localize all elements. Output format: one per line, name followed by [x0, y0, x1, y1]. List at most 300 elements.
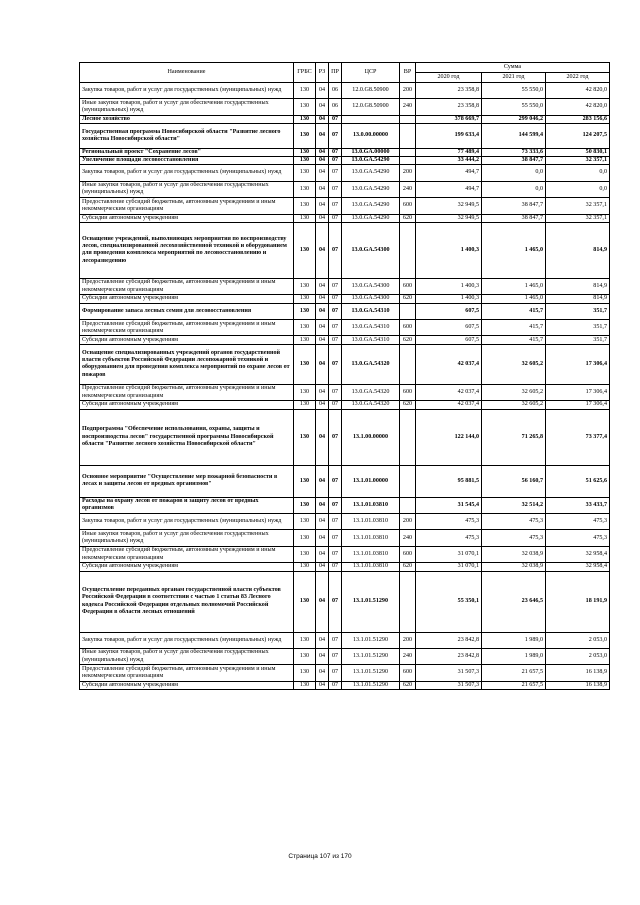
row-name: Субсидии автономным учреждениям [80, 563, 294, 571]
table-row [80, 401, 610, 409]
row-sum-2022: 50 830,1 [546, 148, 610, 156]
row-sum-2021: 38 847,7 [482, 198, 546, 214]
row-pr: 07 [329, 401, 342, 409]
header-year-2020: 2020 год [416, 73, 482, 83]
row-sum-2020: 33 444,2 [416, 156, 482, 164]
row-grbs: 130 [294, 344, 316, 384]
row-rz: 04 [316, 571, 329, 632]
row-grbs: 130 [294, 83, 316, 99]
row-vr [400, 156, 416, 164]
row-pr: 07 [329, 409, 342, 465]
table-row [80, 165, 610, 181]
row-vr: 600 [400, 320, 416, 336]
row-sum-2021: 56 160,7 [482, 465, 546, 497]
row-csr: 13.0.GA.54290 [342, 165, 400, 181]
header-csr: ЦСР [342, 63, 400, 83]
row-sum-2021: 415,7 [482, 336, 546, 344]
row-csr: 13.1.01.03810 [342, 530, 400, 546]
row-csr: 13.1.01.51290 [342, 648, 400, 664]
row-rz: 04 [316, 124, 329, 148]
header-grbs: ГРБС [294, 63, 316, 83]
row-grbs: 130 [294, 222, 316, 278]
row-sum-2022: 32 958,4 [546, 546, 610, 562]
row-csr: 13.0.GA.00000 [342, 148, 400, 156]
row-vr: 600 [400, 198, 416, 214]
row-rz: 04 [316, 214, 329, 222]
row-rz: 04 [316, 165, 329, 181]
row-sum-2021: 144 599,4 [482, 124, 546, 148]
row-sum-2022: 18 191,9 [546, 571, 610, 632]
row-name: Предоставление субсидий бюджетным, автономным учреждениям и иным некоммерческим организациям [80, 320, 294, 336]
row-pr: 07 [329, 124, 342, 148]
row-sum-2020: 55 350,1 [416, 571, 482, 632]
row-grbs: 130 [294, 681, 316, 689]
row-rz: 04 [316, 514, 329, 530]
row-csr: 13.1.01.03810 [342, 514, 400, 530]
row-pr: 07 [329, 156, 342, 164]
table-row [80, 563, 610, 571]
row-name: Предоставление субсидий бюджетным, автономным учреждениям и иным некоммерческим организациям [80, 665, 294, 681]
row-name: Субсидии автономным учреждениям [80, 214, 294, 222]
row-grbs: 130 [294, 409, 316, 465]
row-sum-2020: 31 070,1 [416, 563, 482, 571]
row-pr: 07 [329, 681, 342, 689]
row-sum-2021: 32 514,2 [482, 497, 546, 513]
row-sum-2020: 607,5 [416, 336, 482, 344]
row-name: Закупка товаров, работ и услуг для государственных (муниципальных) нужд [80, 83, 294, 99]
row-sum-2022: 16 138,9 [546, 665, 610, 681]
row-csr: 13.0.GA.54290 [342, 181, 400, 197]
row-csr: 13.0.GA.54310 [342, 320, 400, 336]
row-pr: 07 [329, 665, 342, 681]
row-csr: 13.1.01.51290 [342, 665, 400, 681]
row-sum-2022: 351,7 [546, 336, 610, 344]
row-sum-2022: 33 433,7 [546, 497, 610, 513]
row-name: Иные закупки товаров, работ и услуг для обеспечения государственных (муниципальных) нужд [80, 530, 294, 546]
row-csr: 13.0.GA.54320 [342, 384, 400, 400]
row-sum-2022: 283 156,6 [546, 115, 610, 123]
row-rz: 04 [316, 384, 329, 400]
row-name: Закупка товаров, работ и услуг для государственных (муниципальных) нужд [80, 514, 294, 530]
row-sum-2022: 351,7 [546, 303, 610, 319]
row-name: Субсидии автономным учреждениям [80, 336, 294, 344]
row-sum-2020: 95 881,5 [416, 465, 482, 497]
row-csr: 12.0.G8.50900 [342, 83, 400, 99]
row-rz: 04 [316, 530, 329, 546]
row-rz: 04 [316, 320, 329, 336]
row-name: Осуществление переданных органам государственной власти субъектов Российской Федерации в соответствии с частью 1 статьи 83 Лесного кодекса Российской Федерации отдельных полномочий Российской Федерации в области лесных отношений [80, 571, 294, 632]
table-row [80, 83, 610, 99]
row-grbs: 130 [294, 198, 316, 214]
header-year-2021: 2021 год [482, 73, 546, 83]
row-vr [400, 115, 416, 123]
row-pr: 07 [329, 514, 342, 530]
row-pr: 07 [329, 648, 342, 664]
row-name: Предоставление субсидий бюджетным, автономным учреждениям и иным некоммерческим организациям [80, 546, 294, 562]
row-name: Предоставление субсидий бюджетным, автономным учреждениям и иным некоммерческим организациям [80, 278, 294, 294]
row-vr: 620 [400, 681, 416, 689]
row-sum-2021: 415,7 [482, 320, 546, 336]
row-vr [400, 497, 416, 513]
row-vr: 240 [400, 181, 416, 197]
row-csr: 13.1.01.03810 [342, 563, 400, 571]
table-row [80, 384, 610, 400]
row-sum-2020: 378 669,7 [416, 115, 482, 123]
row-sum-2021: 1 465,0 [482, 278, 546, 294]
row-vr [400, 148, 416, 156]
row-sum-2022: 124 207,5 [546, 124, 610, 148]
row-grbs: 130 [294, 571, 316, 632]
row-rz: 04 [316, 115, 329, 123]
header-rz: РЗ [316, 63, 329, 83]
row-name: Оснащение специализированных учреждений органов государственной власти субъектов Российской Федерации лесопожарной техникой и оборудованием для проведения комплекса мероприятий по охране лесов от пожаров [80, 344, 294, 384]
row-sum-2020: 32 949,5 [416, 214, 482, 222]
table-row [80, 222, 610, 278]
row-vr: 200 [400, 83, 416, 99]
row-grbs: 130 [294, 497, 316, 513]
header-year-2022: 2022 год [546, 73, 610, 83]
row-csr: 13.0.GA.54310 [342, 336, 400, 344]
row-rz: 04 [316, 632, 329, 648]
row-sum-2021: 38 847,7 [482, 214, 546, 222]
row-vr: 620 [400, 401, 416, 409]
row-name: Субсидии автономным учреждениям [80, 295, 294, 303]
row-grbs: 130 [294, 295, 316, 303]
row-sum-2021: 1 465,0 [482, 222, 546, 278]
row-csr: 13.0.GA.54290 [342, 214, 400, 222]
row-name: Предоставление субсидий бюджетным, автономным учреждениям и иным некоммерческим организациям [80, 384, 294, 400]
row-vr [400, 409, 416, 465]
row-sum-2020: 32 949,5 [416, 198, 482, 214]
row-name: Региональный проект "Сохранение лесов" [80, 148, 294, 156]
row-vr [400, 344, 416, 384]
row-sum-2022: 814,9 [546, 278, 610, 294]
row-sum-2021: 32 605,2 [482, 344, 546, 384]
row-name: Иные закупки товаров, работ и услуг для обеспечения государственных (муниципальных) нужд [80, 99, 294, 115]
row-grbs: 130 [294, 465, 316, 497]
header-name: Наименование [80, 63, 294, 83]
row-sum-2020: 122 144,0 [416, 409, 482, 465]
row-rz: 04 [316, 156, 329, 164]
row-csr: 13.1.01.51290 [342, 571, 400, 632]
table-row [80, 571, 610, 632]
row-pr: 07 [329, 336, 342, 344]
row-sum-2021: 71 265,8 [482, 409, 546, 465]
row-sum-2020: 31 507,3 [416, 665, 482, 681]
row-csr: 13.1.01.51290 [342, 681, 400, 689]
table-row [80, 115, 610, 123]
table-row [80, 303, 610, 319]
row-pr: 07 [329, 222, 342, 278]
row-pr: 07 [329, 344, 342, 384]
row-sum-2020: 475,3 [416, 514, 482, 530]
row-name: Закупка товаров, работ и услуг для государственных (муниципальных) нужд [80, 165, 294, 181]
row-csr: 13.0.GA.54300 [342, 278, 400, 294]
table-row [80, 295, 610, 303]
row-rz: 04 [316, 303, 329, 319]
row-rz: 04 [316, 83, 329, 99]
row-vr: 620 [400, 563, 416, 571]
row-csr: 13.1.00.00000 [342, 409, 400, 465]
row-sum-2022: 17 306,4 [546, 401, 610, 409]
row-vr: 240 [400, 648, 416, 664]
row-grbs: 130 [294, 632, 316, 648]
row-vr [400, 222, 416, 278]
row-csr: 13.0.GA.54320 [342, 344, 400, 384]
row-name: Расходы на охрану лесов от пожаров и защиту лесов от вредных организмов [80, 497, 294, 513]
row-grbs: 130 [294, 181, 316, 197]
row-sum-2020: 607,5 [416, 303, 482, 319]
row-rz: 04 [316, 181, 329, 197]
row-pr: 07 [329, 632, 342, 648]
budget-table-container [79, 62, 609, 690]
row-grbs: 130 [294, 124, 316, 148]
row-pr: 07 [329, 303, 342, 319]
row-csr [342, 115, 400, 123]
row-pr: 07 [329, 165, 342, 181]
row-vr [400, 571, 416, 632]
row-vr [400, 124, 416, 148]
row-sum-2021: 55 550,0 [482, 83, 546, 99]
row-name: Субсидии автономным учреждениям [80, 401, 294, 409]
row-sum-2022: 2 053,0 [546, 632, 610, 648]
row-grbs: 130 [294, 401, 316, 409]
row-csr: 13.0.GA.54320 [342, 401, 400, 409]
table-row [80, 681, 610, 689]
header-pr: ПР [329, 63, 342, 83]
row-sum-2020: 31 070,1 [416, 546, 482, 562]
row-csr: 13.0.00.00000 [342, 124, 400, 148]
row-name: Закупка товаров, работ и услуг для государственных (муниципальных) нужд [80, 632, 294, 648]
row-grbs: 130 [294, 165, 316, 181]
row-name: Иные закупки товаров, работ и услуг для обеспечения государственных (муниципальных) нужд [80, 181, 294, 197]
table-row [80, 181, 610, 197]
row-vr: 620 [400, 295, 416, 303]
table-row [80, 409, 610, 465]
row-rz: 04 [316, 409, 329, 465]
table-body [80, 83, 610, 690]
row-vr: 600 [400, 665, 416, 681]
row-grbs: 130 [294, 99, 316, 115]
row-rz: 04 [316, 465, 329, 497]
row-vr: 240 [400, 530, 416, 546]
row-vr: 620 [400, 214, 416, 222]
table-row [80, 465, 610, 497]
row-pr: 07 [329, 115, 342, 123]
table-row [80, 648, 610, 664]
table-row [80, 344, 610, 384]
row-name: Предоставление субсидий бюджетным, автономным учреждениям и иным некоммерческим организациям [80, 198, 294, 214]
table-row [80, 99, 610, 115]
row-sum-2020: 1 400,3 [416, 295, 482, 303]
row-pr: 06 [329, 99, 342, 115]
row-sum-2020: 1 400,3 [416, 222, 482, 278]
table-row [80, 320, 610, 336]
row-grbs: 130 [294, 648, 316, 664]
row-grbs: 130 [294, 336, 316, 344]
row-sum-2020: 31 507,3 [416, 681, 482, 689]
row-csr: 13.0.GA.54300 [342, 295, 400, 303]
row-sum-2022: 475,3 [546, 530, 610, 546]
table-row [80, 148, 610, 156]
row-pr: 07 [329, 384, 342, 400]
table-row [80, 198, 610, 214]
row-sum-2020: 42 037,4 [416, 344, 482, 384]
row-rz: 04 [316, 401, 329, 409]
table-header [80, 63, 610, 83]
row-sum-2020: 199 633,4 [416, 124, 482, 148]
row-grbs: 130 [294, 278, 316, 294]
row-sum-2022: 17 306,4 [546, 384, 610, 400]
row-csr: 13.1.01.03810 [342, 497, 400, 513]
row-grbs: 130 [294, 514, 316, 530]
row-name: Субсидии автономным учреждениям [80, 681, 294, 689]
row-sum-2020: 31 545,4 [416, 497, 482, 513]
row-rz: 04 [316, 546, 329, 562]
row-sum-2021: 475,3 [482, 514, 546, 530]
row-name: Формирование запаса лесных семян для лесовосстановления [80, 303, 294, 319]
row-sum-2020: 475,3 [416, 530, 482, 546]
row-sum-2022: 0,0 [546, 181, 610, 197]
row-vr: 200 [400, 165, 416, 181]
table-row [80, 156, 610, 164]
row-sum-2021: 415,7 [482, 303, 546, 319]
row-csr: 13.0.GA.54290 [342, 156, 400, 164]
row-sum-2022: 42 820,0 [546, 99, 610, 115]
row-csr: 13.0.GA.54310 [342, 303, 400, 319]
row-rz: 04 [316, 681, 329, 689]
row-sum-2021: 32 038,9 [482, 563, 546, 571]
row-pr: 07 [329, 214, 342, 222]
table-row [80, 497, 610, 513]
row-sum-2021: 475,3 [482, 530, 546, 546]
page-footer [0, 853, 640, 860]
row-vr: 620 [400, 336, 416, 344]
row-rz: 04 [316, 563, 329, 571]
row-csr: 13.1.01.03810 [342, 546, 400, 562]
row-sum-2022: 32 357,1 [546, 198, 610, 214]
row-sum-2022: 73 377,4 [546, 409, 610, 465]
row-pr: 07 [329, 320, 342, 336]
row-sum-2022: 51 625,6 [546, 465, 610, 497]
row-rz: 04 [316, 344, 329, 384]
row-sum-2022: 17 306,4 [546, 344, 610, 384]
row-sum-2020: 607,5 [416, 320, 482, 336]
row-sum-2020: 42 037,4 [416, 384, 482, 400]
row-name: Оснащение учреждений, выполняющих мероприятия по воспроизводству лесов, специализированной лесохозяйственной техникой и оборудованием для проведения комплекса мероприятий по лесовосстановлению и лесоразведению [80, 222, 294, 278]
row-grbs: 130 [294, 563, 316, 571]
row-sum-2022: 32 357,1 [546, 214, 610, 222]
row-grbs: 130 [294, 530, 316, 546]
row-sum-2020: 494,7 [416, 181, 482, 197]
header-vr: ВР [400, 63, 416, 83]
row-grbs: 130 [294, 546, 316, 562]
row-csr: 13.1.01.00000 [342, 465, 400, 497]
row-sum-2021: 23 646,5 [482, 571, 546, 632]
row-sum-2021: 0,0 [482, 181, 546, 197]
header-sum: Сумма [416, 63, 610, 73]
row-csr: 12.0.G8.50900 [342, 99, 400, 115]
table-row [80, 632, 610, 648]
row-pr: 07 [329, 563, 342, 571]
row-grbs: 130 [294, 665, 316, 681]
row-csr: 13.1.01.51290 [342, 632, 400, 648]
row-pr: 07 [329, 465, 342, 497]
row-sum-2021: 21 657,5 [482, 681, 546, 689]
row-sum-2021: 55 550,0 [482, 99, 546, 115]
row-sum-2020: 23 842,8 [416, 632, 482, 648]
row-grbs: 130 [294, 148, 316, 156]
row-sum-2022: 32 357,1 [546, 156, 610, 164]
row-grbs: 130 [294, 214, 316, 222]
budget-table [79, 62, 610, 690]
row-sum-2021: 1 465,0 [482, 295, 546, 303]
row-vr: 200 [400, 514, 416, 530]
row-sum-2020: 23 358,8 [416, 83, 482, 99]
row-sum-2021: 21 657,5 [482, 665, 546, 681]
row-pr: 07 [329, 278, 342, 294]
row-name: Увеличение площади лесовосстановления [80, 156, 294, 164]
row-sum-2022: 814,9 [546, 222, 610, 278]
table-row [80, 530, 610, 546]
row-rz: 04 [316, 497, 329, 513]
row-sum-2022: 0,0 [546, 165, 610, 181]
row-sum-2021: 32 605,2 [482, 384, 546, 400]
row-pr: 07 [329, 497, 342, 513]
row-sum-2022: 351,7 [546, 320, 610, 336]
row-sum-2021: 1 989,0 [482, 648, 546, 664]
row-sum-2020: 23 842,8 [416, 648, 482, 664]
row-sum-2022: 814,9 [546, 295, 610, 303]
row-sum-2020: 77 489,4 [416, 148, 482, 156]
table-row [80, 514, 610, 530]
row-name: Государственная программа Новосибирской области "Развитие лесного хозяйства Новосибирской области" [80, 124, 294, 148]
row-rz: 04 [316, 99, 329, 115]
row-sum-2022: 42 820,0 [546, 83, 610, 99]
row-csr: 13.0.GA.54300 [342, 222, 400, 278]
row-rz: 04 [316, 198, 329, 214]
page-number: Страница 107 из 170 [288, 853, 352, 860]
row-rz: 04 [316, 665, 329, 681]
row-sum-2021: 32 605,2 [482, 401, 546, 409]
row-vr [400, 465, 416, 497]
row-vr: 240 [400, 99, 416, 115]
row-grbs: 130 [294, 156, 316, 164]
row-pr: 07 [329, 295, 342, 303]
row-csr: 13.0.GA.54290 [342, 198, 400, 214]
row-pr: 07 [329, 181, 342, 197]
row-sum-2022: 475,3 [546, 514, 610, 530]
row-vr: 600 [400, 546, 416, 562]
row-rz: 04 [316, 278, 329, 294]
row-name: Иные закупки товаров, работ и услуг для обеспечения государственных (муниципальных) нужд [80, 648, 294, 664]
row-sum-2020: 494,7 [416, 165, 482, 181]
row-sum-2021: 1 989,0 [482, 632, 546, 648]
row-grbs: 130 [294, 115, 316, 123]
row-vr: 200 [400, 632, 416, 648]
row-vr [400, 303, 416, 319]
table-row [80, 546, 610, 562]
row-sum-2021: 32 038,9 [482, 546, 546, 562]
row-pr: 07 [329, 530, 342, 546]
row-sum-2020: 23 358,8 [416, 99, 482, 115]
row-pr: 07 [329, 571, 342, 632]
row-grbs: 130 [294, 384, 316, 400]
table-row [80, 214, 610, 222]
row-sum-2021: 38 847,7 [482, 156, 546, 164]
table-row [80, 665, 610, 681]
row-grbs: 130 [294, 303, 316, 319]
